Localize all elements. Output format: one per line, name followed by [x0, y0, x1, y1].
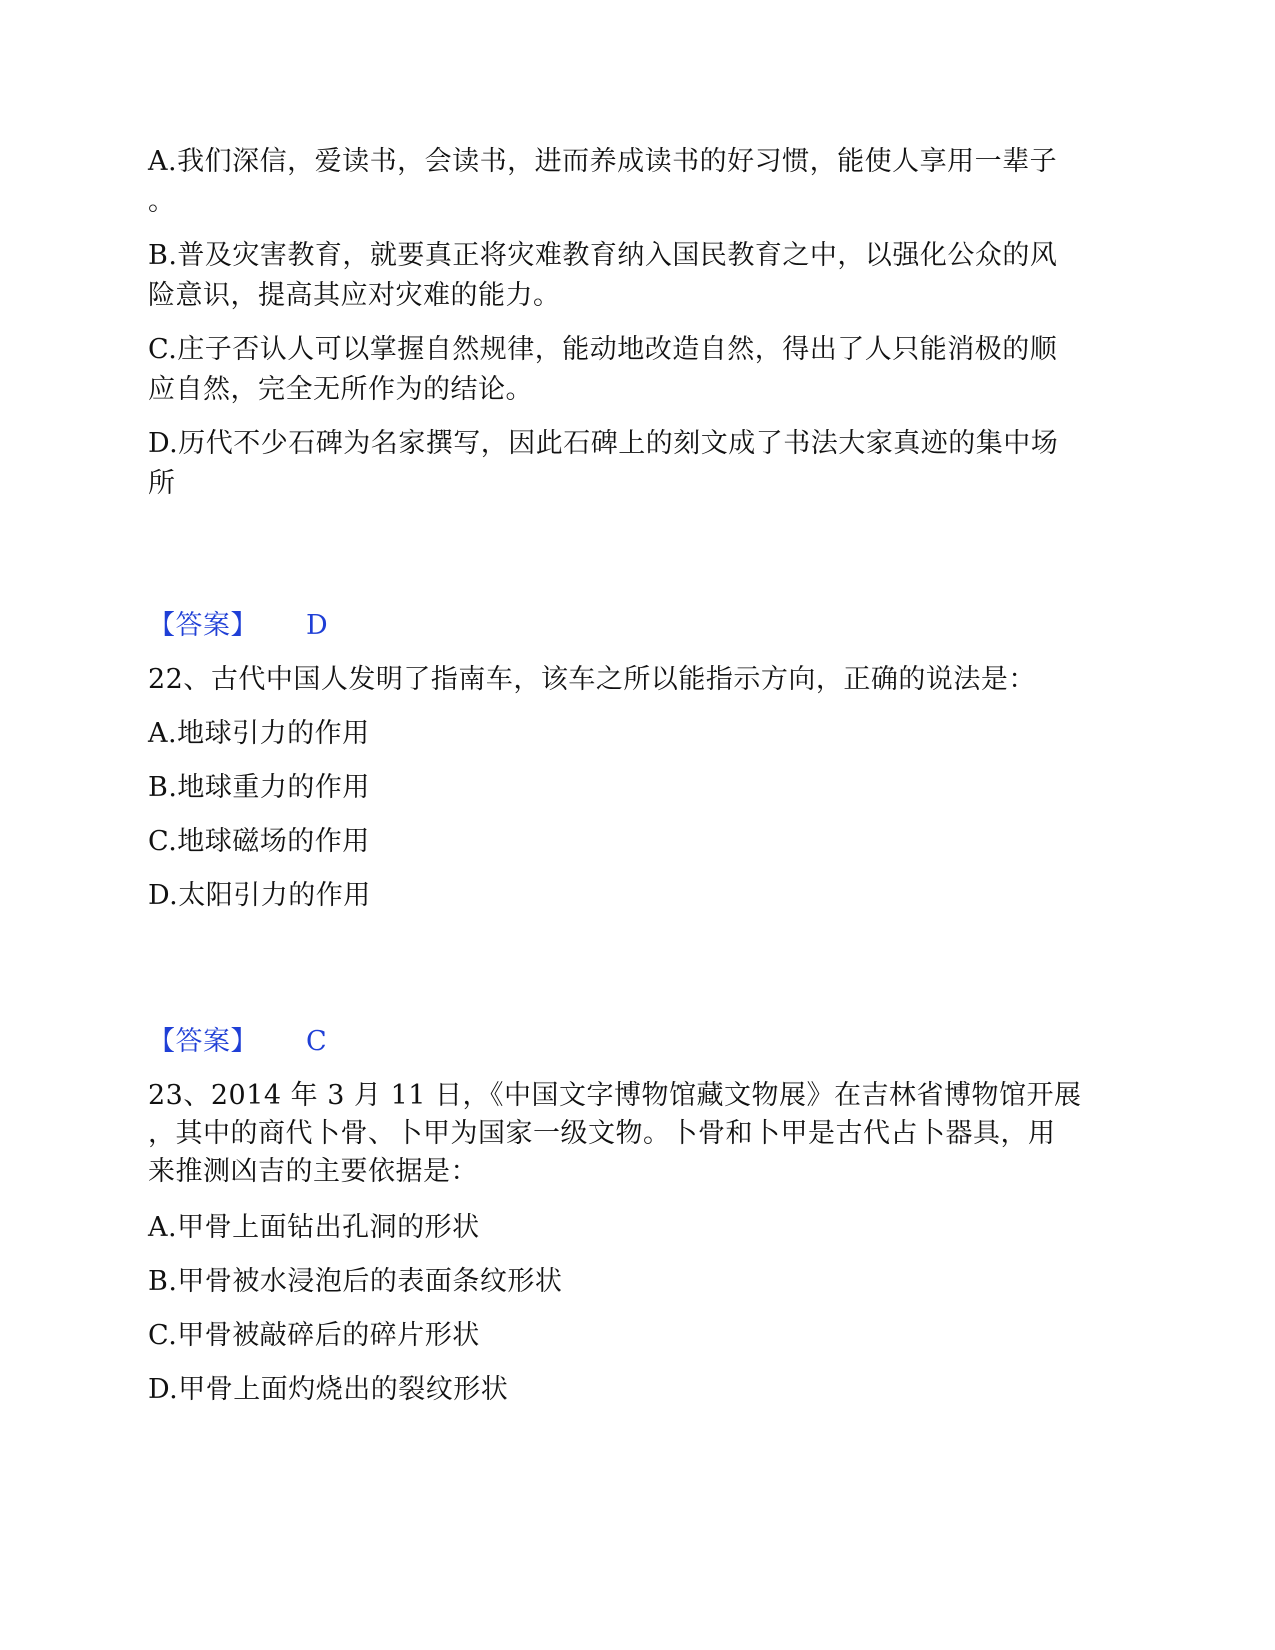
q21-option-b-line2: 险意识，提高其应对灾难的能力。: [148, 280, 561, 311]
q21-answer: [148, 606, 1113, 646]
q23-question-line1: 23、2014 年 3 月 11 日，《中国文字博物馆藏文物展》在吉林省博物馆开展: [148, 1080, 1082, 1111]
q21-option-c-line1: C.庄子否认人可以掌握自然规律，能动地改造自然，得出了人只能消极的顺: [148, 334, 1058, 365]
q23-option-c: C.甲骨被敲碎后的碎片形状: [148, 1320, 480, 1351]
q23-option-b: B.甲骨被水浸泡后的表面条纹形状: [148, 1266, 563, 1297]
q22-option-d: D.太阳引力的作用: [148, 880, 371, 911]
q22-option-a: A.地球引力的作用: [148, 718, 370, 749]
answer-value: D: [306, 610, 329, 641]
q22-answer: [148, 1022, 1113, 1062]
q22-option-c: C.地球磁场的作用: [148, 826, 370, 857]
q23-option-d: D.甲骨上面灼烧出的裂纹形状: [148, 1374, 509, 1405]
q22-option-b: B.地球重力的作用: [148, 772, 370, 803]
q23-option-a: A.甲骨上面钻出孔洞的形状: [148, 1212, 480, 1243]
q21-option-b-line1: B.普及灾害教育，就要真正将灾难教育纳入国民教育之中，以强化公众的风: [148, 240, 1058, 271]
q21-option-c-line2: 应自然，完全无所作为的结论。: [148, 374, 533, 405]
answer-value: C: [306, 1026, 328, 1057]
q23-question-line3: 来推测凶吉的主要依据是：: [148, 1156, 478, 1187]
q22-question: 22、古代中国人发明了指南车，该车之所以能指示方向，正确的说法是：: [148, 664, 1036, 695]
q21-option-d-line2: 所: [148, 468, 176, 499]
q21-option-d-line1: D.历代不少石碑为名家撰写，因此石碑上的刻文成了书法大家真迹的集中场: [148, 428, 1059, 459]
q23-question-line2: ，其中的商代卜骨、卜甲为国家一级文物。卜骨和卜甲是古代占卜器具，用: [148, 1118, 1056, 1149]
answer-label: 【答案】: [148, 1026, 258, 1057]
q21-option-a-line1: A.我们深信，爱读书，会读书，进而养成读书的好习惯，能使人享用一辈子: [148, 146, 1058, 177]
answer-label: 【答案】: [148, 610, 258, 641]
q21-option-a-line2: 。: [148, 186, 176, 217]
